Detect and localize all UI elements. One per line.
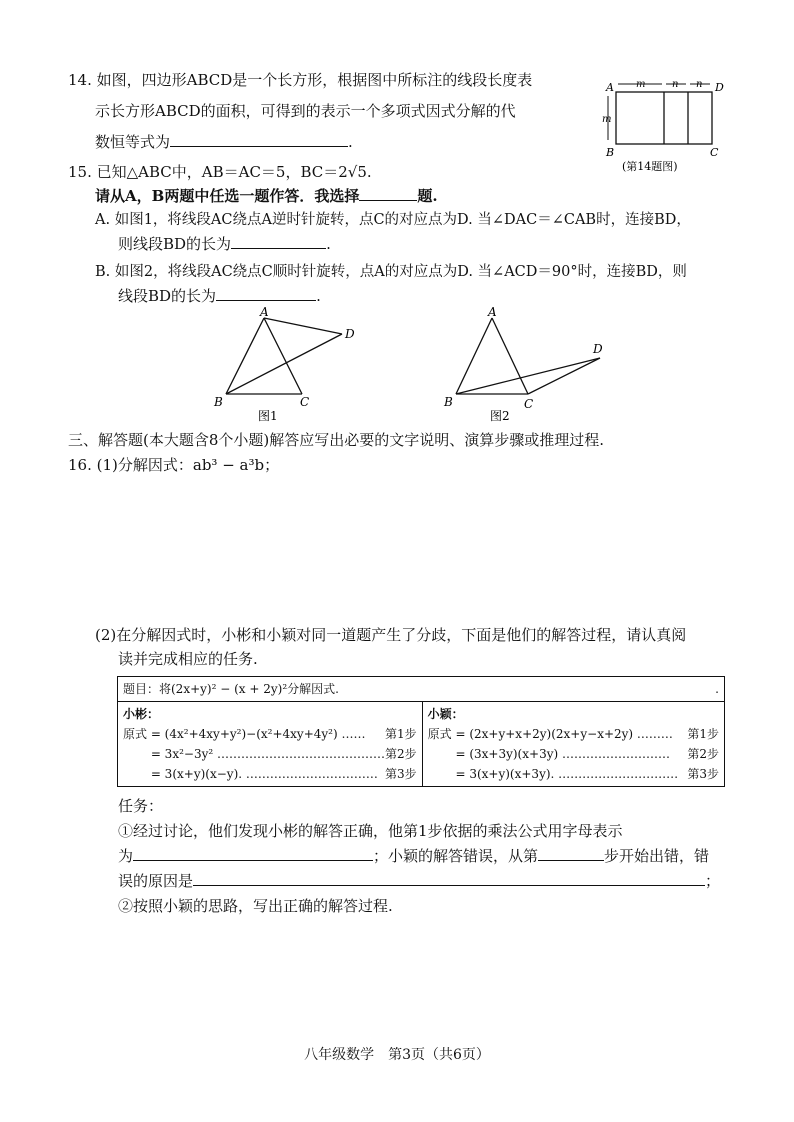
q16-xiaoying-expr-3: = 3(x+y)(x+3y). ………………………… — [427, 767, 679, 781]
q15-choose-prefix: 请从A，B两题中任选一题作答．我选择 — [95, 187, 360, 205]
q16-part-1: 16. (1)分解因式：ab³ − a³b； — [68, 456, 280, 474]
fig2-segment-bd — [456, 358, 600, 394]
fig1-segment-ad — [264, 318, 342, 334]
fig1-label-a: A — [260, 306, 269, 319]
q14-label-n2: n — [696, 79, 703, 90]
q15-choose — [95, 186, 438, 206]
q14-answer-blank[interactable] — [170, 132, 348, 147]
q16-xiaoying-cell — [422, 702, 724, 787]
q16-part-2-line-1: (2)在分解因式时，小彬和小颖对同一道题产生了分歧，下面是他们的解答过程，请认真阅 — [95, 626, 687, 644]
q16-xiaoying-label-3: 第3步 — [687, 767, 719, 781]
q16-table-body-row — [118, 702, 725, 787]
q14-label-d: D — [715, 81, 724, 94]
fig2-caption: 图2 — [490, 409, 510, 423]
q16-table-title: 题目：将(2x+y)² − (x + 2y)²分解因式. — [123, 682, 339, 696]
q14-line-3-suffix: . — [348, 133, 353, 151]
q15-figure-2 — [436, 306, 616, 424]
q16-part-2-line-2: 读并完成相应的任务. — [118, 650, 258, 668]
q16-xiaoying-name: 小颖： — [427, 707, 464, 721]
fig1-segment-ac — [264, 318, 302, 394]
fig1-caption: 图1 — [258, 409, 278, 423]
fig2-segment-ab — [456, 318, 492, 394]
q16-xiaobin-step-1 — [123, 724, 417, 744]
q16-solution-table — [117, 676, 725, 787]
q16-xiaobin-label-2: 第2步 — [385, 747, 417, 761]
q15-figure-1 — [206, 306, 366, 424]
q16-formula-blank[interactable] — [133, 846, 373, 861]
q15-a-line-2 — [118, 234, 331, 254]
fig1-label-c: C — [300, 395, 310, 409]
q15-a-prefix: 则线段BD的长为 — [118, 235, 232, 253]
q15-b-line-2 — [118, 286, 321, 306]
fig2-label-d: D — [593, 342, 603, 356]
q16-xiaoying-step-1 — [428, 724, 719, 744]
q16-task-1-end: 步开始出错，错 — [604, 847, 710, 865]
q14-figure — [600, 74, 730, 174]
q16-task-2: ②按照小颖的思路，写出正确的解答过程. — [118, 897, 393, 915]
q16-task-heading: 任务： — [118, 797, 164, 815]
q15-b-line-1: B. 如图2，将线段AC绕点C顺时针旋转，点A的对应点为D. 当∠ACD＝90°时，连接BD，则 — [95, 264, 687, 280]
q14-line-3-prefix: 数恒等式为 — [95, 133, 171, 151]
q14-line-3 — [95, 132, 353, 152]
q15-choice-blank[interactable] — [359, 186, 417, 201]
q14-label-m-top: m — [636, 79, 646, 90]
q14-line-2: 示长方形ABCD的面积，可得到的表示一个多项式因式分解的代 — [95, 102, 516, 120]
q16-xiaobin-name: 小彬： — [123, 707, 160, 721]
fig1-label-b: B — [214, 395, 223, 409]
q16-reason-blank[interactable] — [193, 871, 705, 886]
q16-xiaobin-step-3 — [123, 764, 417, 784]
q16-xiaoying-expr-1: 原式 = (2x+y+x+2y)(2x+y−x+2y) ……… — [427, 727, 673, 741]
fig2-label-a: A — [488, 306, 497, 319]
page-footer: 八年级数学 第3页（共6页） — [304, 1047, 490, 1063]
q16-xiaobin-cell — [118, 702, 423, 787]
fig2-segment-cd — [528, 358, 600, 394]
q16-xiaobin-expr-1: 原式 = (4x²+4xy+y²)−(x²+4xy+4y²) …… — [123, 727, 366, 741]
q15-a-line-1: A. 如图1，将线段AC绕点A逆时针旋转，点C的对应点为D. 当∠DAC＝∠CAB时，连接BD， — [95, 212, 691, 228]
q16-xiaobin-label-3: 第3步 — [385, 767, 417, 781]
q16-xiaobin-expr-3: = 3(x+y)(x−y). …………………………… — [123, 767, 378, 781]
q14-label-m-left: m — [602, 114, 612, 125]
q16-xiaoying-step-3 — [428, 764, 719, 784]
q15-line-1: 15. 已知△ABC中，AB＝AC＝5，BC＝2√5. — [68, 163, 372, 181]
q16-xiaoying-label-1: 第1步 — [687, 727, 719, 741]
q16-xiaobin-expr-2: = 3x²−3y² …………………………………… — [123, 747, 385, 761]
q16-xiaobin-step-2 — [123, 744, 417, 764]
q14-line-1: 14. 如图，四边形ABCD是一个长方形，根据图中所标注的线段长度表 — [68, 71, 533, 89]
q15-b-suffix: . — [316, 287, 321, 305]
fig2-label-b: B — [444, 395, 453, 409]
q16-table-title-dot: . — [715, 682, 719, 696]
q16-task-1-line-1: ①经过讨论，他们发现小彬的解答正确，他第1步依据的乘法公式用字母表示 — [118, 822, 623, 840]
q16-xiaoying-step-2 — [428, 744, 719, 764]
fig2-segment-ac — [492, 318, 528, 394]
q16-table-title-row — [118, 677, 725, 702]
q16-table-title-cell — [118, 677, 725, 702]
q15-a-answer-blank[interactable] — [231, 234, 326, 249]
q14-label-a: A — [606, 81, 614, 94]
q16-xiaobin-label-1: 第1步 — [385, 727, 417, 741]
section-3-heading: 三、解答题(本大题含8个小题)解答应写出必要的文字说明、演算步骤或推理过程. — [68, 431, 605, 449]
q16-step-blank[interactable] — [538, 846, 604, 861]
q14-label-c: C — [710, 146, 719, 159]
fig1-segment-ab — [226, 318, 264, 394]
fig1-segment-bd — [226, 334, 342, 394]
q16-task-1-middle: ；小颖的解答错误，从第 — [373, 847, 539, 865]
q16-task-1-wei: 为 — [118, 847, 134, 865]
q15-b-answer-blank[interactable] — [216, 286, 316, 301]
q14-label-b: B — [606, 146, 615, 159]
q16-task-1-line-2 — [118, 846, 709, 866]
q16-task-1-semicolon: ； — [705, 872, 721, 890]
q15-a-suffix: . — [326, 235, 331, 253]
q16-task-1-line-3 — [118, 871, 720, 891]
q16-xiaoying-expr-2: = (3x+3y)(x+3y) ……………………… — [427, 747, 670, 761]
q15-choose-suffix: 题. — [417, 187, 438, 205]
fig2-label-c: C — [524, 397, 534, 411]
q16-xiaoying-label-2: 第2步 — [687, 747, 719, 761]
q16-task-1-reason-label: 误的原因是 — [118, 872, 194, 890]
q14-rectangle — [616, 92, 712, 144]
q14-caption: (第14题图) — [622, 160, 678, 173]
q14-label-n1: n — [672, 79, 679, 90]
q15-b-prefix: 线段BD的长为 — [118, 287, 217, 305]
fig1-label-d: D — [345, 327, 355, 341]
